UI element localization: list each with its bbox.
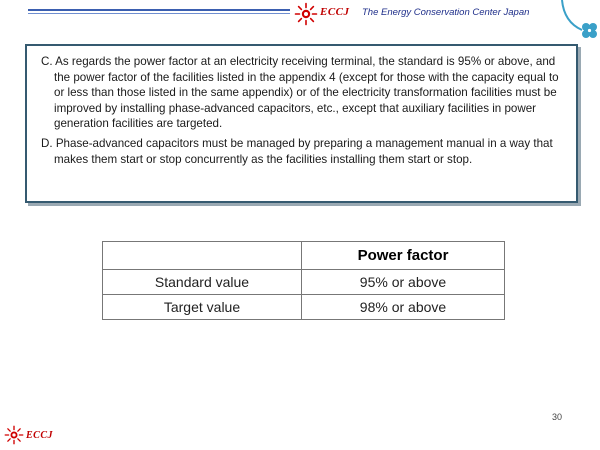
- table-row: [103, 295, 505, 320]
- power-factor-table: [102, 241, 505, 320]
- table-header-row: [103, 242, 505, 270]
- header-rule: [28, 9, 290, 15]
- header-logo-text: ECCJ: [320, 6, 350, 18]
- table-cell: 98% or above: [302, 295, 505, 320]
- clover-decoration-icon: [560, 0, 600, 50]
- paragraph-c: C. As regards the power factor at an electricity receiving terminal, the standard is 95% or above, and the power factor of the facilities listed in the appendix 4 (except for those with the capacity equal to or less than those listed in the same appendix) or of the electricity transformation facilities must be improved by installing phase-advanced capacitors, etc., except that auxiliary facilities in power generation facilities are targeted.: [41, 55, 559, 131]
- page-number: 30: [552, 412, 563, 422]
- table-cell: Standard value: [103, 270, 302, 295]
- regulation-text-box: [25, 44, 578, 203]
- table-cell: Target value: [103, 295, 302, 320]
- table-cell: 95% or above: [302, 270, 505, 295]
- table-header-cell: Power factor: [302, 242, 505, 270]
- eccj-sun-logo-icon: [294, 2, 318, 26]
- table-row: [103, 270, 505, 295]
- eccj-sun-logo-icon: [4, 425, 24, 445]
- footer-logo-text: ECCJ: [26, 430, 54, 441]
- organization-name: The Energy Conservation Center Japan: [362, 7, 530, 18]
- table-header-cell: [103, 242, 302, 270]
- paragraph-d: D. Phase-advanced capacitors must be managed by preparing a management manual in a way that makes them start or stop concurrently as the facilities installing them start or stop.: [41, 136, 553, 166]
